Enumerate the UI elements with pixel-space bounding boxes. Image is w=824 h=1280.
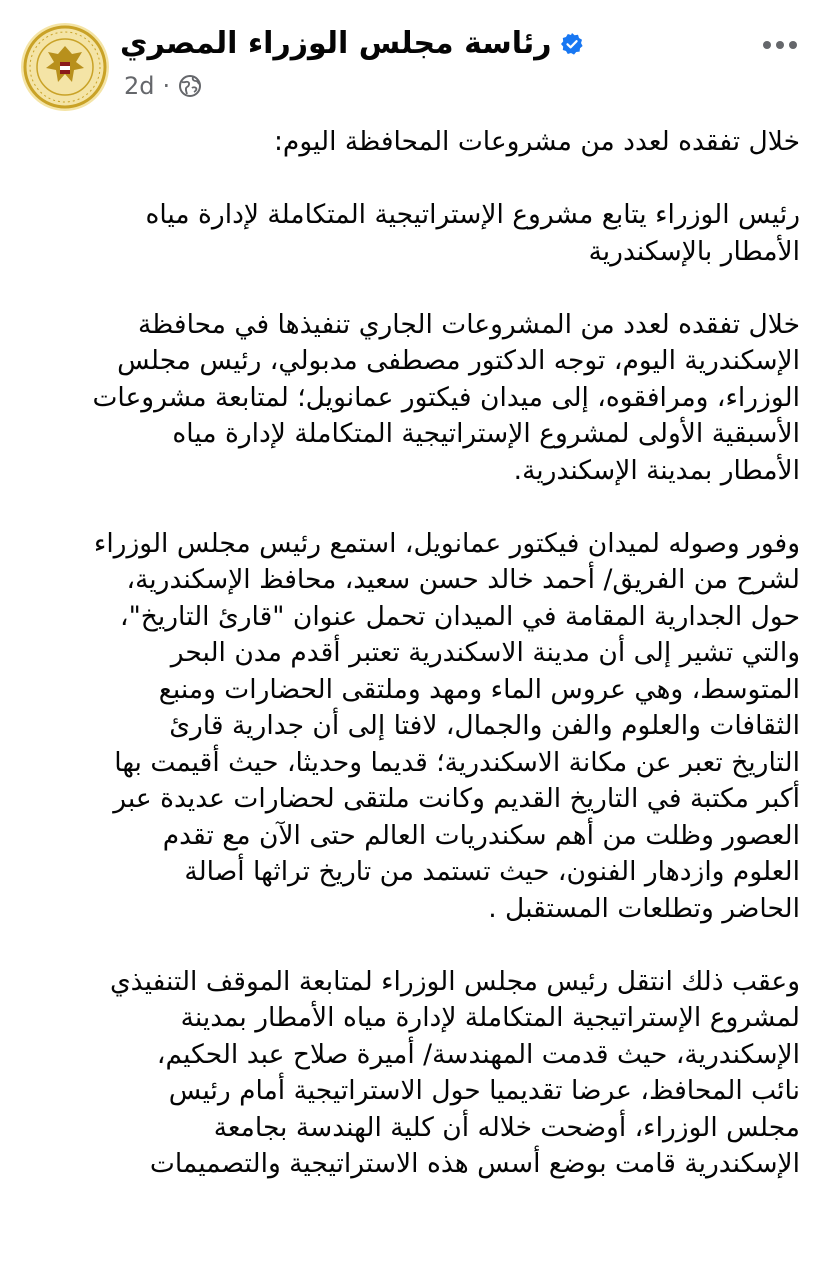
page-name-row xyxy=(120,26,584,61)
page-name[interactable]: رئاسة مجلس الوزراء المصري xyxy=(120,26,552,61)
meta-separator: · xyxy=(162,72,171,100)
verified-badge-icon xyxy=(560,32,584,56)
post-text xyxy=(30,124,800,1219)
post-paragraph-intro: خلال تفقده لعدد من مشروعات المحافظة اليوم: xyxy=(273,126,800,157)
post-paragraph-visit: خلال تفقده لعدد من المشروعات الجاري تنفيذها في محافظة الإسكندرية اليوم، توجه الدكتور مصطفى مدبولي، رئيس مجلس الوزراء، ومرافقوه، إلى ميدان فيكتور عمانويل؛ لمتابعة مشروعات الأسبقية الأولى لمشروع الإستراتيجية المتكاملة لإدارة مياه الأمطار بمدينة الإسكندرية. xyxy=(92,308,800,486)
post-paragraph-mural: وفور وصوله لميدان فيكتور عمانويل، استمع رئيس مجلس الوزراء لشرح من الفريق/ أحمد خالد حسن سعيد، محافظ الإسكندرية، حول الجدارية المقامة في الميدان تحمل عنوان "قارئ التاريخ"، والتي تشير إلى أن مدينة الاسكندرية تعتبر أقدم مدن البحر المتوسط، وهي عروس الماء ومهد وملتقى الحضارات ومنبع الثقافات والعلوم والفن والجمال، لافتا إلى أن جدارية قارئ التاريخ تعبر عن مكانة الاسكندرية؛ قديما وحديثا، حيث أقيمت بها أكبر مكتبة في التاريخ القديم وكانت ملتقى لحضارات عديدة عبر العصور وظلت من أهم سكندريات العالم حتى الآن مع تقدم العلوم وازدهار الفنون، حيث تستمد من تاريخ تراثها أصالة الحاضر وتطلعات المستقبل . xyxy=(93,527,800,924)
post-header xyxy=(20,22,800,112)
globe-icon[interactable] xyxy=(178,74,202,98)
post-paragraph-headline: رئيس الوزراء يتابع مشروع الإستراتيجية المتكاملة لإدارة مياه الأمطار بالإسكندرية xyxy=(145,199,800,267)
post-paragraph-strategy: وعقب ذلك انتقل رئيس مجلس الوزراء لمتابعة الموقف التنفيذي لمشروع الإستراتيجية المتكاملة لإدارة مياه الأمطار بمدينة الإسكندرية، حيث قدمت المهندسة/ أميرة صلاح عبد الحكيم، نائب المحافظ، عرضا تقديميا حول الاستراتيجية أمام رئيس مجلس الوزراء، أوضحت خلاله أن كلية الهندسة بجامعة الإسكندرية قامت بوضع أسس هذه الاستراتيجية والتصميمات xyxy=(109,965,800,1179)
post-timestamp[interactable]: 2d xyxy=(124,72,155,100)
post-meta xyxy=(124,72,202,100)
page-avatar[interactable] xyxy=(20,22,110,112)
